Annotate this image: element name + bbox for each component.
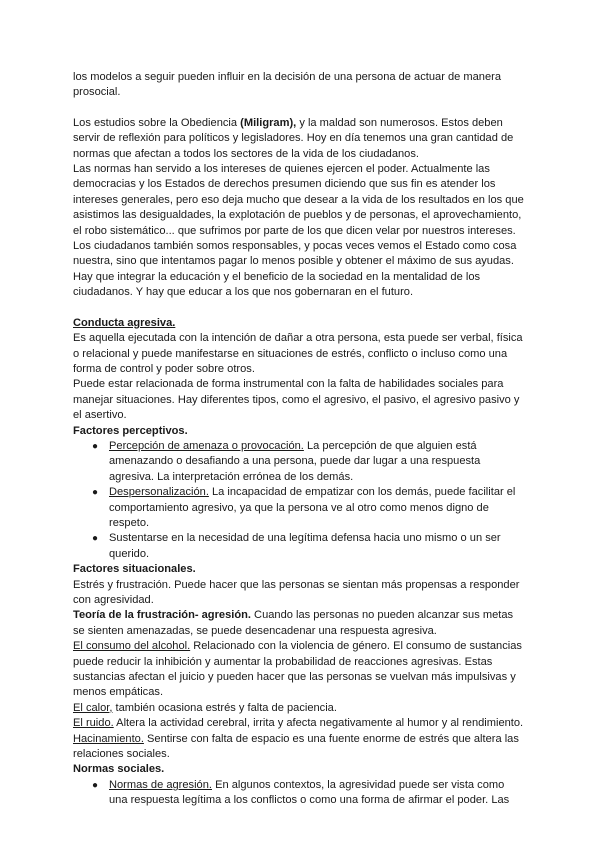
milgram-reference: (Miligram), (240, 116, 297, 129)
alcohol-paragraph (73, 639, 524, 701)
calor-text: también ocasiona estrés y falta de paciencia. (112, 701, 337, 714)
teoria-paragraph (73, 608, 524, 639)
item-term: Normas de agresión. (109, 778, 212, 791)
perceptivos-heading: Factores perceptivos. (73, 424, 188, 437)
teoria-term: Teoría de la frustración- agresión. (73, 609, 251, 622)
alcohol-text: Relacionado con la violencia de género. El consumo de sustancias puede reducir la inhibición y aumentar la probabilidad de reacciones agresivas. Estas sustancias afectan el juicio y pueden hacer que las personas se vuelvan más impulsivas y menos empáticas. (73, 640, 522, 699)
intro-p2-text-b: y la maldad son numerosos. Estos deben servir de reflexión para políticos y legisladores. Hoy en día tenemos una gran cantidad de normas que afectan a todos los sectores de la vida de los ciudadanos. (73, 116, 514, 160)
bullet-icon: ● (92, 440, 99, 452)
hacinamiento-term: Hacinamiento. (73, 732, 144, 745)
intro-paragraph-1: los modelos a seguir pueden influir en la decisión de una persona de actuar de manera prosocial. (73, 71, 502, 99)
section-paragraph-2: Puede estar relacionada de forma instrumental con la falta de habilidades sociales para manejar situaciones. Hay diferentes tipos, como el agresivo, el pasivo, el agresivo pasivo y el asertivo. (73, 378, 520, 422)
ruido-term: El ruido. (73, 717, 114, 730)
item-text: Sustentarse en la necesidad de una legítima defensa hacia uno mismo o un ser querido. (109, 532, 501, 560)
intro-paragraph-3: Las normas han servido a los intereses de quienes ejercen el poder. Actualmente las democracias y los Estados de derechos presumen diciendo que sus fin es atender los intereses generales, pero eso deja mucho que desear a la vida de los resultados en los que asistimos las desigualdades, la explotación de pueblos y de personas, el aprovechamiento, el robo sistemático... que sufrimos por parte de los que dicen velar por nuestros intereses. Los ciudadanos también somos responsables, y pocas veces vemos el Estado como cosa nuestra, sino que intentamos pagar lo menos posible y obtener el máximo de sus ayudas. Hay que integrar la educación y el beneficio de la sociedad en la mentalidad de los ciudadanos. Y hay que educar a los que nos gobernaran en el futuro. (73, 163, 524, 299)
bullet-icon: ● (92, 487, 99, 499)
intro-p2-text-a: Los estudios sobre la Obediencia (73, 116, 241, 129)
item-term: Despersonalización. (109, 486, 209, 499)
list-item (92, 485, 524, 531)
estres-paragraph: Estrés y frustración. Puede hacer que las personas se sientan más propensas a responder con agresividad. (73, 578, 520, 606)
calor-term: El calor, (73, 701, 113, 714)
list-item (92, 531, 524, 562)
list-item (92, 439, 524, 485)
normas-list (73, 778, 524, 809)
hacinamiento-text: Sentirse con falta de espacio es una fuente enorme de estrés que altera las relaciones sociales. (73, 732, 519, 761)
alcohol-term: El consumo del alcohol. (73, 640, 191, 653)
intro-paragraph-2 (73, 116, 524, 162)
situacionales-heading: Factores situacionales. (73, 563, 196, 576)
item-text: La percepción de que alguien está amenazando o desafiando a una persona, puede dar lugar a una respuesta agresiva. La interpretación errónea de los demás. (109, 439, 481, 483)
list-item (92, 778, 524, 809)
section-title: Conducta agresiva. (73, 316, 176, 329)
perceptivos-list (73, 439, 524, 562)
ruido-text: Altera la actividad cerebral, irrita y afecta negativamente al humor y al rendimiento. (113, 717, 524, 730)
hacinamiento-paragraph (73, 732, 524, 763)
normas-heading: Normas sociales. (73, 763, 165, 776)
item-text: En algunos contextos, la agresividad puede ser vista como una respuesta legítima a los conflictos o como una forma de afirmar el poder. Las (109, 778, 510, 807)
ruido-paragraph (73, 716, 524, 731)
item-text: La incapacidad de empatizar con los demás, puede facilitar el comportamiento agresivo, ya que la persona ve al otro como menos digno de respeto. (109, 486, 516, 529)
teoria-text: Cuando las personas no pueden alcanzar sus metas se sienten amenazadas, se puede desencadenar una respuesta agresiva. (73, 609, 514, 637)
calor-paragraph (73, 701, 524, 716)
bullet-icon: ● (92, 779, 99, 791)
item-term: Percepción de amenaza o provocación. (109, 439, 304, 452)
bullet-icon: ● (92, 533, 99, 545)
section-paragraph-1: Es aquella ejecutada con la intención de dañar a otra persona, esta puede ser verbal, física o relacional y puede manifestarse en situaciones de estrés, conflicto o incluso como una forma de control y poder sobre otros. (73, 332, 523, 375)
